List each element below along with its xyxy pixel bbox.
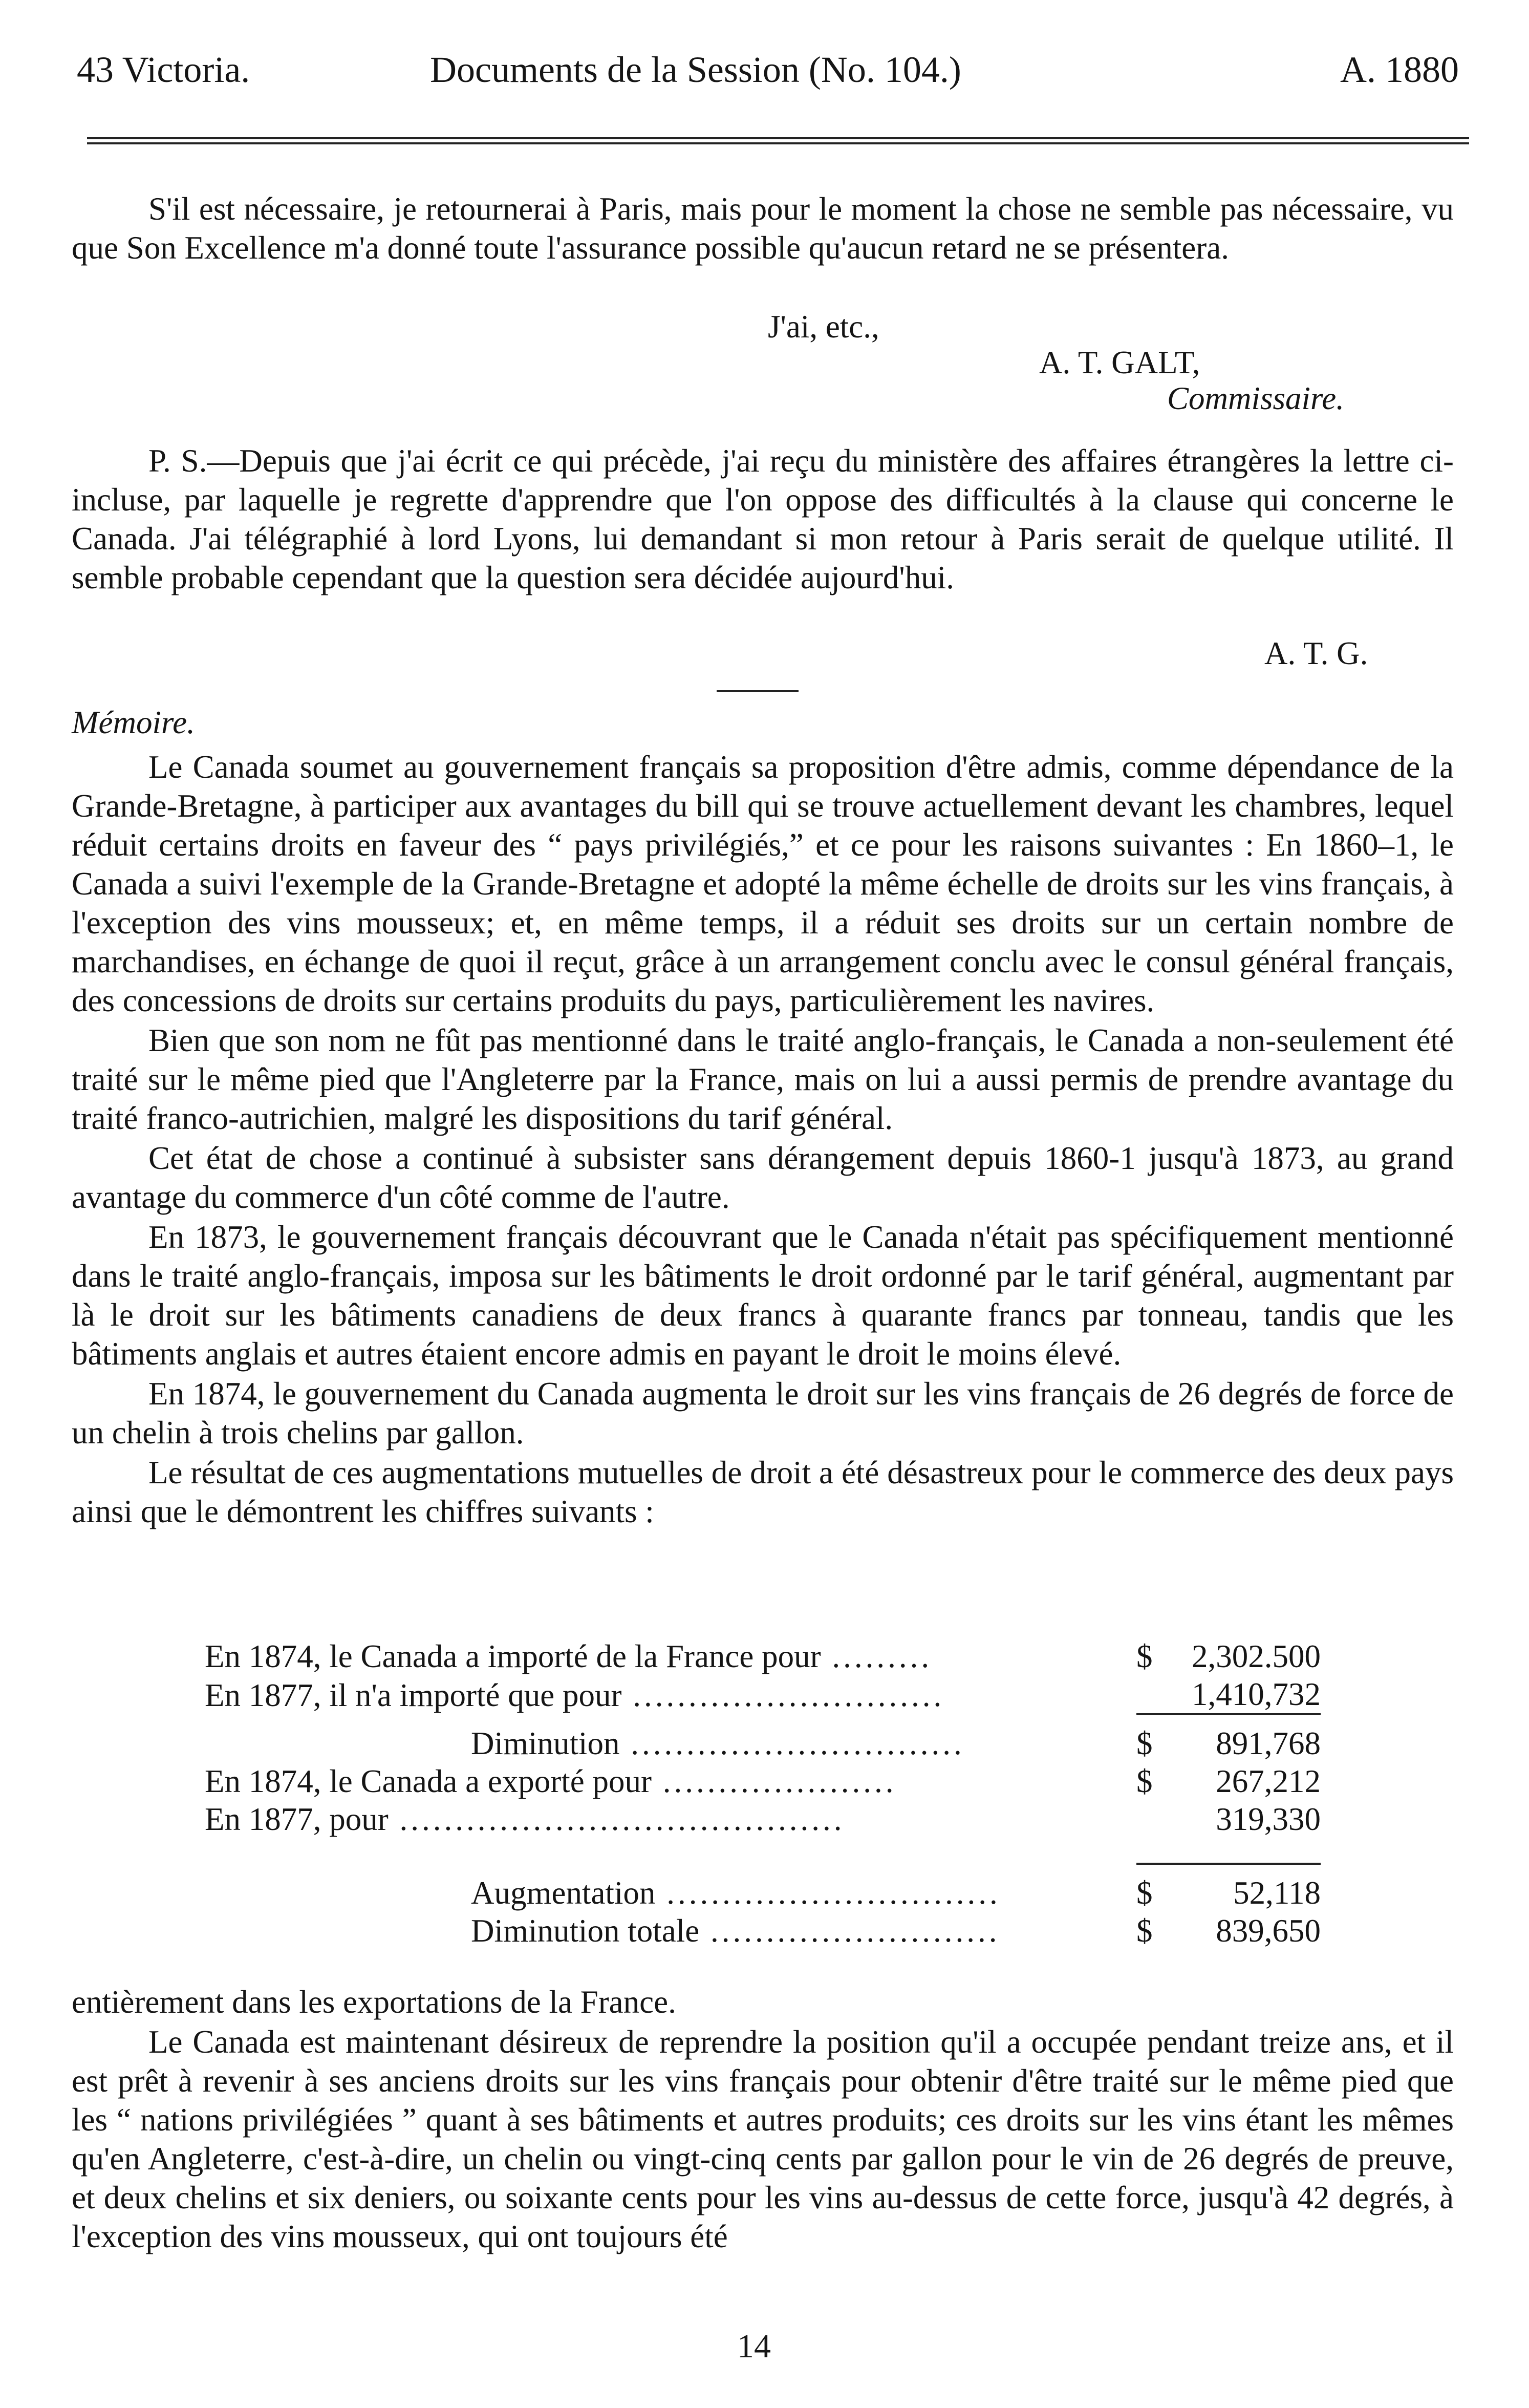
memoire-heading: Mémoire. bbox=[72, 705, 195, 740]
signature-title: Commissaire. bbox=[1167, 380, 1344, 416]
letter-body bbox=[72, 189, 1454, 268]
row-currency: $ bbox=[1136, 1913, 1153, 1949]
header-left: 43 Victoria. bbox=[77, 49, 250, 90]
row-amount: 2,302.500 bbox=[1192, 1638, 1321, 1674]
row-label: Diminution bbox=[471, 1725, 620, 1761]
row-currency: $ bbox=[1136, 1638, 1153, 1674]
memoire-paragraph-1: Le Canada soumet au gouvernement français sa proposition d'être admis, comme dépendance de la Grande-Bretagne, à participer aux avantages du bill qui se trouve actuellement devant les chambres, lequel réduit certains droits en faveur des “ pays privilégiés,” et ce pour les raisons suivantes : En 1860–1, le Canada a suivi l'exemple de la Grande-Bretagne et adopté la même échelle de droits sur les vins français, à l'exception des vins mousseux; et, en même temps, il a réduit ses droits sur un certain nombre de marchandises, en échange de quoi il reçut, grâce à un arrangement conclu avec le consul général français, des concessions de droits sur certains produits du pays, particulièrement les navires. bbox=[72, 749, 1454, 1018]
table-row: En 1874, le Canada a exporté pour ..................... $ 267,212 bbox=[205, 1763, 1321, 1799]
row-label: Diminution totale bbox=[471, 1913, 700, 1949]
closing-section bbox=[72, 1983, 1454, 2257]
row-label: En 1877, pour bbox=[205, 1801, 389, 1837]
header-rule-top bbox=[87, 137, 1469, 139]
after-figures-text: entièrement dans les exportations de la France. bbox=[72, 1984, 676, 2020]
row-amount: 267,212 bbox=[1216, 1763, 1321, 1799]
running-head bbox=[77, 49, 1459, 105]
postscript bbox=[72, 441, 1454, 598]
table-row: Augmentation .............................. $ 52,118 bbox=[471, 1875, 1321, 1911]
row-currency bbox=[1136, 1675, 1167, 1714]
memoire-paragraph-5: En 1874, le gouvernement du Canada augmenta le droit sur les vins français de 26 degrés de force de un chelin à trois chelins par gallon. bbox=[72, 1376, 1454, 1451]
postscript-text: P. S.—Depuis que j'ai écrit ce qui précède, j'ai reçu du ministère des affaires étrangères la lettre ci-incluse, par laquelle je regrette d'apprendre que l'on oppose des difficultés à la clause qui concerne le Canada. J'ai télégraphié à lord Lyons, lui demandant si mon retour à Paris serait de quelque utilité. Il semble probable cependant que la question sera décidée aujourd'hui. bbox=[72, 443, 1454, 595]
letter-paragraph: S'il est nécessaire, je retournerai à Paris, mais pour le moment la chose ne semble pas nécessaire, vu que Son Excellence m'a donné toute l'assurance possible qu'aucun retard ne se présentera. bbox=[72, 191, 1454, 266]
memoire-paragraph-2: Bien que son nom ne fût pas mentionné dans le traité anglo-français, le Canada a non-seulement été traité sur le même pied que l'Angleterre par la France, mais on lui a aussi permis de prendre avantage du traité franco-autrichien, malgré les dispositions du tarif général. bbox=[72, 1022, 1454, 1136]
sum-rule bbox=[1136, 1864, 1321, 1874]
row-currency: $ bbox=[1136, 1875, 1153, 1911]
row-amount: 839,650 bbox=[1216, 1913, 1321, 1949]
sum-rule bbox=[1136, 1714, 1321, 1724]
row-currency: $ bbox=[1136, 1763, 1153, 1799]
table-row: En 1877, pour ........................................ 319,330 bbox=[205, 1801, 1321, 1837]
row-amount: 52,118 bbox=[1233, 1875, 1321, 1911]
table-row: En 1877, il n'a importé que pour ............................ 1,410,732 bbox=[205, 1676, 1321, 1713]
postscript-initials: A. T. G. bbox=[1264, 635, 1368, 671]
row-amount: 1,410,732 bbox=[1192, 1676, 1321, 1712]
row-label: En 1874, le Canada a importé de la France pour bbox=[205, 1638, 821, 1674]
header-rule-bottom bbox=[87, 142, 1469, 144]
row-currency bbox=[1136, 1800, 1167, 1838]
row-label: En 1877, il n'a importé que pour bbox=[205, 1677, 622, 1713]
row-amount: 891,768 bbox=[1216, 1725, 1321, 1761]
trade-figures-table bbox=[205, 1637, 1321, 1950]
final-paragraph: Le Canada est maintenant désireux de reprendre la position qu'il a occupée pendant treize ans, et il est prêt à revenir à ses anciens droits sur les vins français pour obtenir d'être traité sur le même pied que les “ nations privilégiées ” quant à ses bâtiments et autres produits; ces droits sur les vins étant les mêmes qu'en Angleterre, c'est-à-dire, un chelin ou vingt-cinq cents par gallon pour le vin de 26 degrés de preuve, et deux chelins et six deniers, ou soixante cents pour les vins au-dessus de cette force, jusqu'à 42 degrés, à l'exception des vins mousseux, qui ont toujours été bbox=[72, 2024, 1454, 2254]
memoire-paragraph-3: Cet état de chose a continué à subsister sans dérangement depuis 1860-1 jusqu'à 1873, au grand avantage du commerce d'un côté comme de l'autre. bbox=[72, 1140, 1454, 1215]
row-currency: $ bbox=[1136, 1725, 1153, 1761]
section-divider bbox=[717, 690, 799, 692]
table-row: En 1874, le Canada a importé de la France pour ......... $ 2,302.500 bbox=[205, 1638, 1321, 1674]
row-label: Augmentation bbox=[471, 1875, 656, 1911]
memoire-body bbox=[72, 748, 1454, 1532]
row-label: En 1874, le Canada a exporté pour bbox=[205, 1763, 652, 1799]
row-amount: 319,330 bbox=[1216, 1801, 1321, 1837]
header-center: Documents de la Session (No. 104.) bbox=[430, 49, 961, 90]
table-row: Diminution totale .......................... $ 839,650 bbox=[471, 1913, 1321, 1949]
table-row: Diminution .............................. $ 891,768 bbox=[471, 1725, 1321, 1761]
signature-name: A. T. GALT, bbox=[1039, 345, 1200, 380]
memoire-paragraph-6: Le résultat de ces augmentations mutuelles de droit a été désastreux pour le commerce des deux pays ainsi que le démontrent les chiffres suivants : bbox=[72, 1455, 1454, 1529]
memoire-paragraph-4: En 1873, le gouvernement français découvrant que le Canada n'était pas spécifiquement mentionné dans le traité anglo-français, imposa sur les bâtiments le droit ordonné par le tarif général, augmentant par là le droit sur les bâtiments canadiens de deux francs à quarante francs par tonneau, tandis que les bâtiments anglais et autres étaient encore admis en payant le droit le moins élevé. bbox=[72, 1219, 1454, 1372]
header-right: A. 1880 bbox=[1340, 49, 1459, 90]
letter-closing: J'ai, etc., bbox=[768, 309, 879, 345]
page-number: 14 bbox=[737, 2328, 771, 2365]
